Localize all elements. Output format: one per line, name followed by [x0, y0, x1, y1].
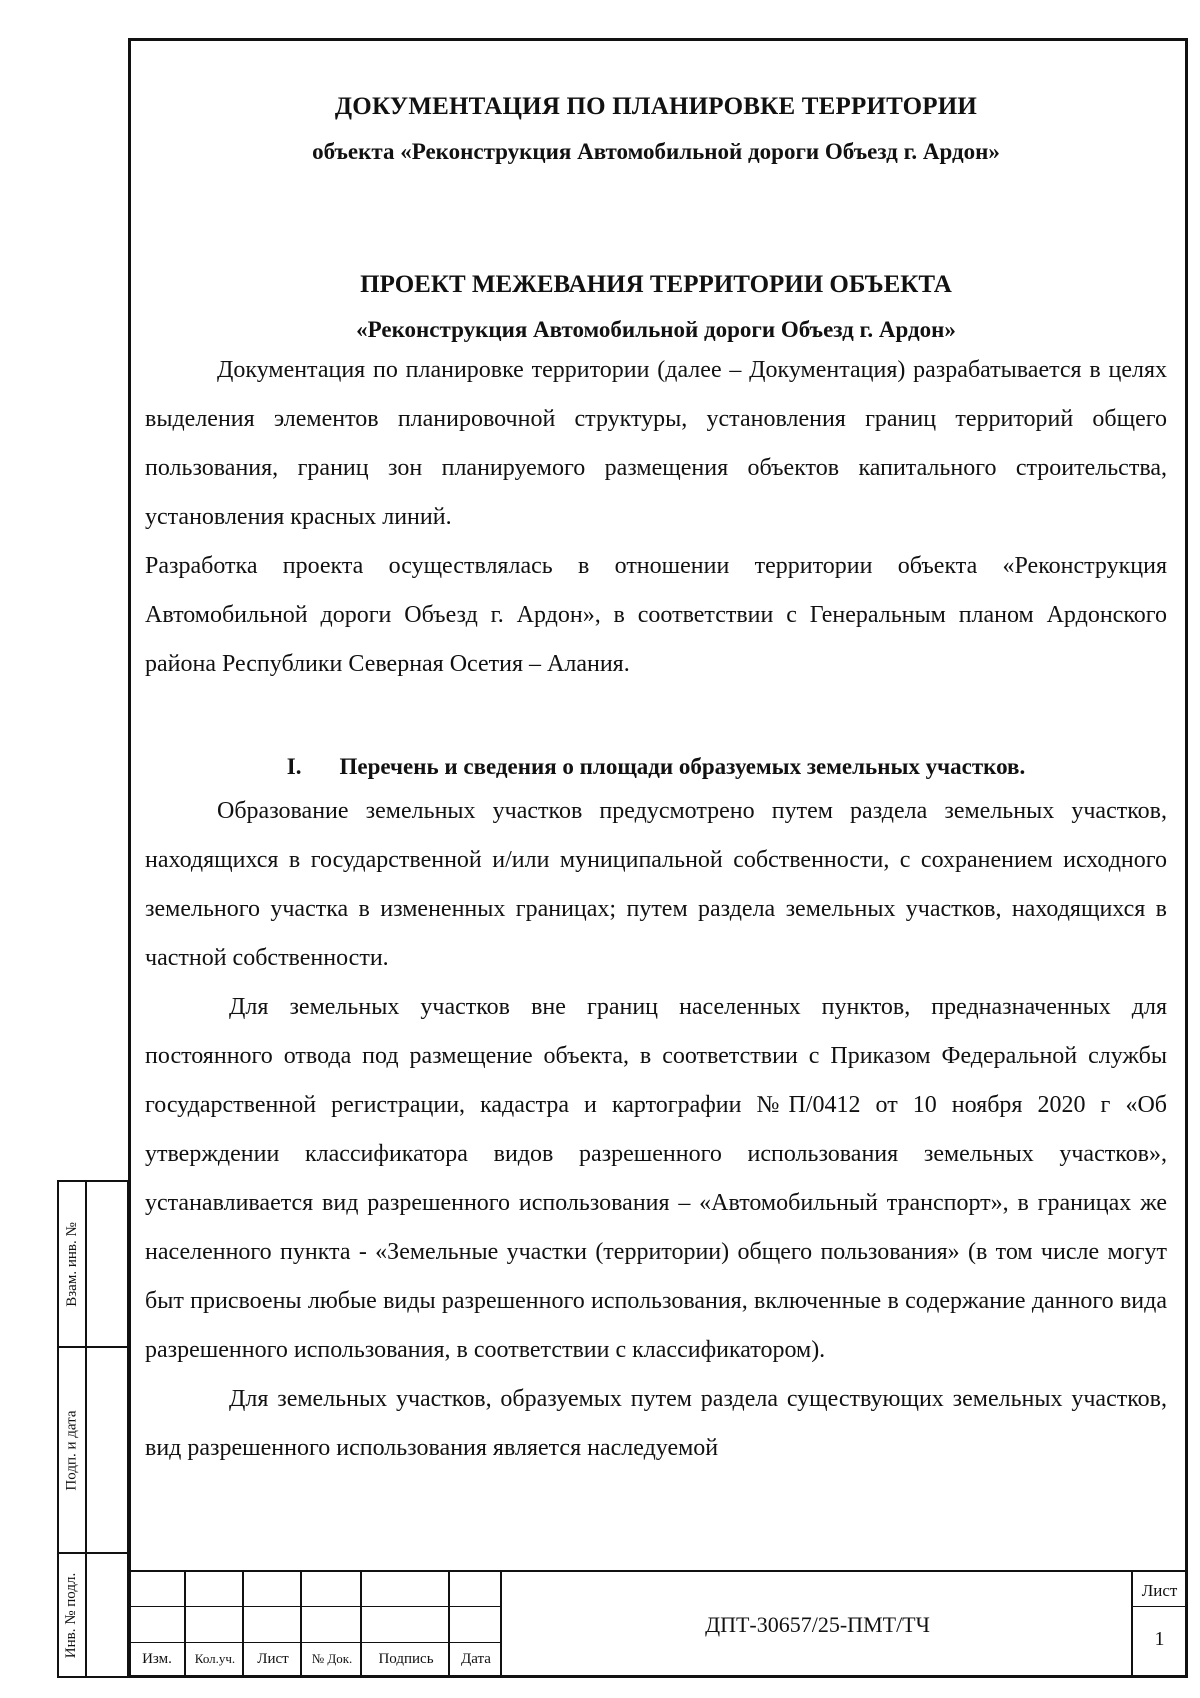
section-paragraph-1: Образование земельных участков предусмотрено путем раздела земельных участков, находящихся в государственной и/или муниципальной собственности, с сохранением исходного земельного участка в измененных границах; путем раздела земельных участков, находящихся в частной собственности. — [145, 798, 1167, 971]
stamp-vzam-inv — [57, 1180, 129, 1348]
section-title: Перечень и сведения о площади образуемых земельных участков. — [339, 754, 1026, 779]
section-paragraph-3: Для земельных участков, образуемых путем раздела существующих земельных участков, вид разрешенного использования является наследуемой — [145, 1386, 1167, 1461]
project-subtitle: «Реконструкция Автомобильной дороги Объезд г. Ардон» — [356, 317, 956, 342]
object-subtitle: объекта «Реконструкция Автомобильной дороги Объезд г. Ардон» — [312, 139, 1000, 164]
section-paragraph-2: Для земельных участков вне границ населенных пунктов, предназначенных для постоянного отвода под размещение объекта, в соответствии с Приказом Федеральной службы государственной регистрации, кадастра и картографии №П/0412 от 10 ноября 2020 г «Об утверждении классификатора видов разрешенного использования земельных участков», устанавливается вид разрешенного использования – «Автомобильный транспорт», в границах же населенного пункта - «Земельные участки (территории) общего пользования» (в том числе могут быт присвоены любые виды разрешенного использования, включенные в содержание данного вида разрешенного использования, в соответствии с классификатором). — [145, 994, 1167, 1363]
col-list: Лист — [257, 1651, 289, 1667]
col-izm: Изм. — [142, 1651, 172, 1667]
document-title: ДОКУМЕНТАЦИЯ ПО ПЛАНИРОВКЕ ТЕРРИТОРИИ — [334, 93, 978, 120]
document-code: ДПТ-30657/25-ПМТ/ТЧ — [705, 1612, 930, 1637]
stamp-vzam-label: Взам. инв. № — [63, 1221, 80, 1307]
stamp-inv-podl — [57, 1552, 129, 1678]
stamp-inv-label: Инв. № подл. — [63, 1572, 80, 1658]
section-heading — [145, 751, 1167, 783]
project-title: ПРОЕКТ МЕЖЕВАНИЯ ТЕРРИТОРИИ ОБЪЕКТА — [360, 271, 952, 298]
sheet-number: 1 — [1154, 1628, 1165, 1650]
title-block — [128, 1570, 1188, 1678]
col-podpis: Подпись — [378, 1651, 434, 1667]
col-data: Дата — [461, 1651, 491, 1667]
sheet-label: Лист — [1141, 1581, 1178, 1600]
stamp-podp-label: Подп. и дата — [63, 1409, 80, 1491]
col-kol-uch: Кол.уч. — [194, 1651, 236, 1666]
section-number: I. — [286, 754, 302, 779]
col-ndok: № Док. — [311, 1651, 353, 1666]
intro-paragraph-2: Разработка проекта осуществлялась в отношении территории объекта «Реконструкция Автомобильной дороги Объезд г. Ардон», в соответствии с Генеральным планом Ардонского района Республики Северная Осетия – Алания. — [145, 553, 1167, 677]
intro-paragraph-1: Документация по планировке территории (далее – Документация) разрабатывается в целях выделения элементов планировочной структуры, установления границ территорий общего пользования, границ зон планируемого размещения объектов капитального строительства, установления красных линий. — [145, 357, 1167, 530]
stamp-podp-data — [57, 1346, 129, 1554]
document-body — [145, 90, 1167, 1473]
